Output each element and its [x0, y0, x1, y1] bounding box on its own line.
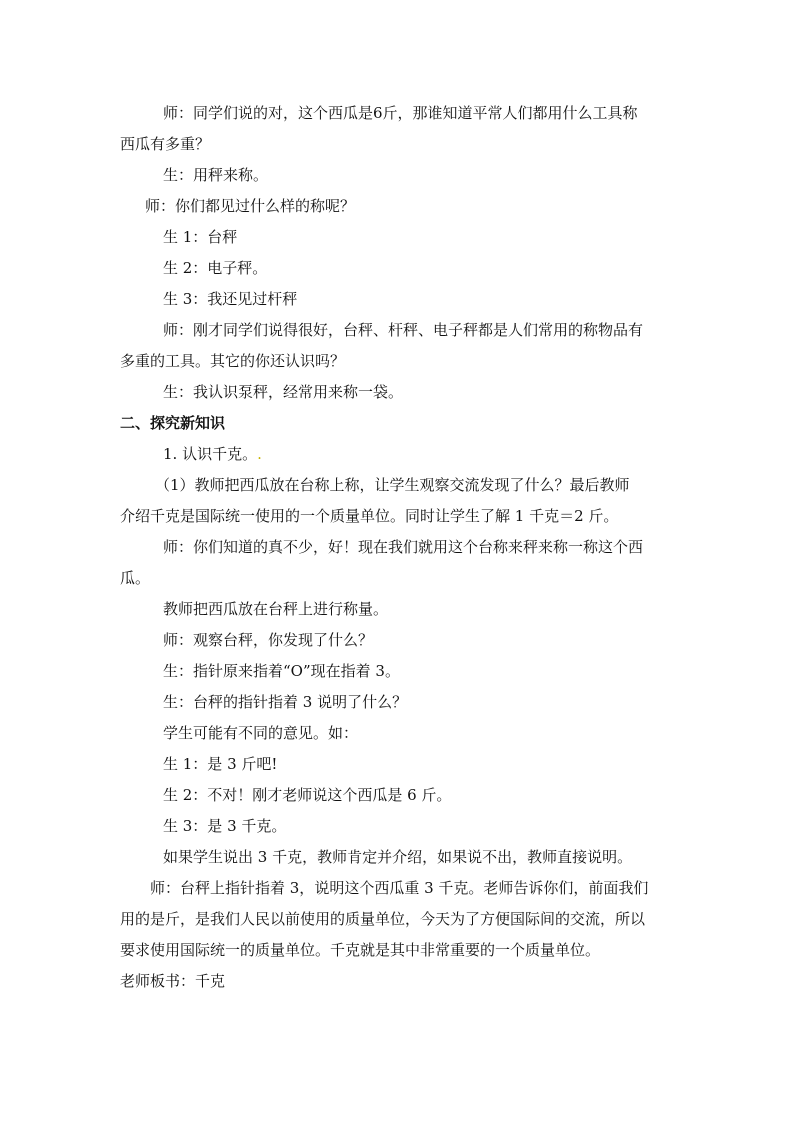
paragraph-line: 师：同学们说的对，这个西瓜是6斤，那谁知道平常人们都用什么工具称 — [163, 104, 638, 122]
paragraph-student-answer: 生：用秤来称。 — [163, 166, 269, 184]
paragraph-activity — [120, 470, 680, 532]
paragraph-student-2: 生 2：不对！刚才老师说这个西瓜是 6 斤。 — [163, 786, 452, 804]
paragraph-line: 介绍千克是国际统一使用的一个质量单位。同时让学生了解 1 千克＝2 斤。 — [120, 507, 619, 525]
paragraph-teacher-praise — [120, 532, 680, 594]
paragraph-student-3: 生 3：我还见过杆秤 — [163, 290, 298, 308]
paragraph-board-writing: 老师板书：千克 — [120, 972, 226, 990]
paragraph-line: 西瓜有多重？ — [120, 135, 211, 153]
highlight-mark: . — [257, 445, 262, 463]
paragraph-line: （1）教师把西瓜放在台称上称，让学生观察交流发现了什么？最后教师 — [155, 476, 630, 494]
document-body — [120, 98, 680, 997]
paragraph-student-1: 生 1：是 3 斤吧! — [163, 755, 278, 773]
paragraph-note: 如果学生说出 3 千克，教师肯定并介绍，如果说不出，教师直接说明。 — [163, 848, 633, 866]
paragraph-teacher-explanation — [120, 873, 680, 966]
paragraph-line: 师：你们知道的真不少，好！现在我们就用这个台称来秤来称一称这个西 — [163, 538, 644, 556]
section-heading: 二、探究新知识 — [120, 414, 226, 432]
paragraph-teacher-question: 师：观察台秤，你发现了什么？ — [163, 631, 374, 649]
paragraph-line: 要求使用国际统一的质量单位。千克就是其中非常重要的一个质量单位。 — [120, 941, 601, 959]
paragraph-teacher-question-scale — [120, 98, 680, 160]
paragraph-procedure: 教师把西瓜放在台秤上进行称量。 — [163, 600, 389, 618]
paragraph-line: 师：刚才同学们说得很好，台秤、杆秤、电子秤都是人们常用的称物品有 — [163, 321, 644, 339]
subsection-heading — [120, 439, 680, 470]
paragraph-student-answer: 生：指针原来指着“O”现在指着 3。 — [163, 662, 400, 680]
paragraph-teacher-question: 师：你们都见过什么样的称呢？ — [145, 197, 356, 215]
paragraph-student-2: 生 2：电子秤。 — [163, 259, 268, 277]
subsection-heading-text: 1. 认识千克。 — [163, 445, 258, 463]
paragraph-teacher-scales — [120, 315, 680, 377]
paragraph-line: 师：台秤上指针指着 3，说明这个西瓜重 3 千克。老师告诉你们，前面我们 — [150, 879, 649, 897]
paragraph-line: 用的是斤，是我们人民以前使用的质量单位，今天为了方便国际间的交流，所以 — [120, 910, 646, 928]
paragraph-student-1: 生 1：台秤 — [163, 228, 238, 246]
paragraph-line: 瓜。 — [120, 569, 151, 587]
paragraph-student-3: 生 3：是 3 千克。 — [163, 817, 287, 835]
paragraph-student-question: 生：台秤的指针指着 3 说明了什么？ — [163, 693, 408, 711]
paragraph-line: 多重的工具。其它的你还认识吗？ — [120, 352, 346, 370]
paragraph-student-answer: 生：我认识泵秤，经常用来称一袋。 — [163, 383, 404, 401]
paragraph-note: 学生可能有不同的意见。如： — [163, 724, 359, 742]
